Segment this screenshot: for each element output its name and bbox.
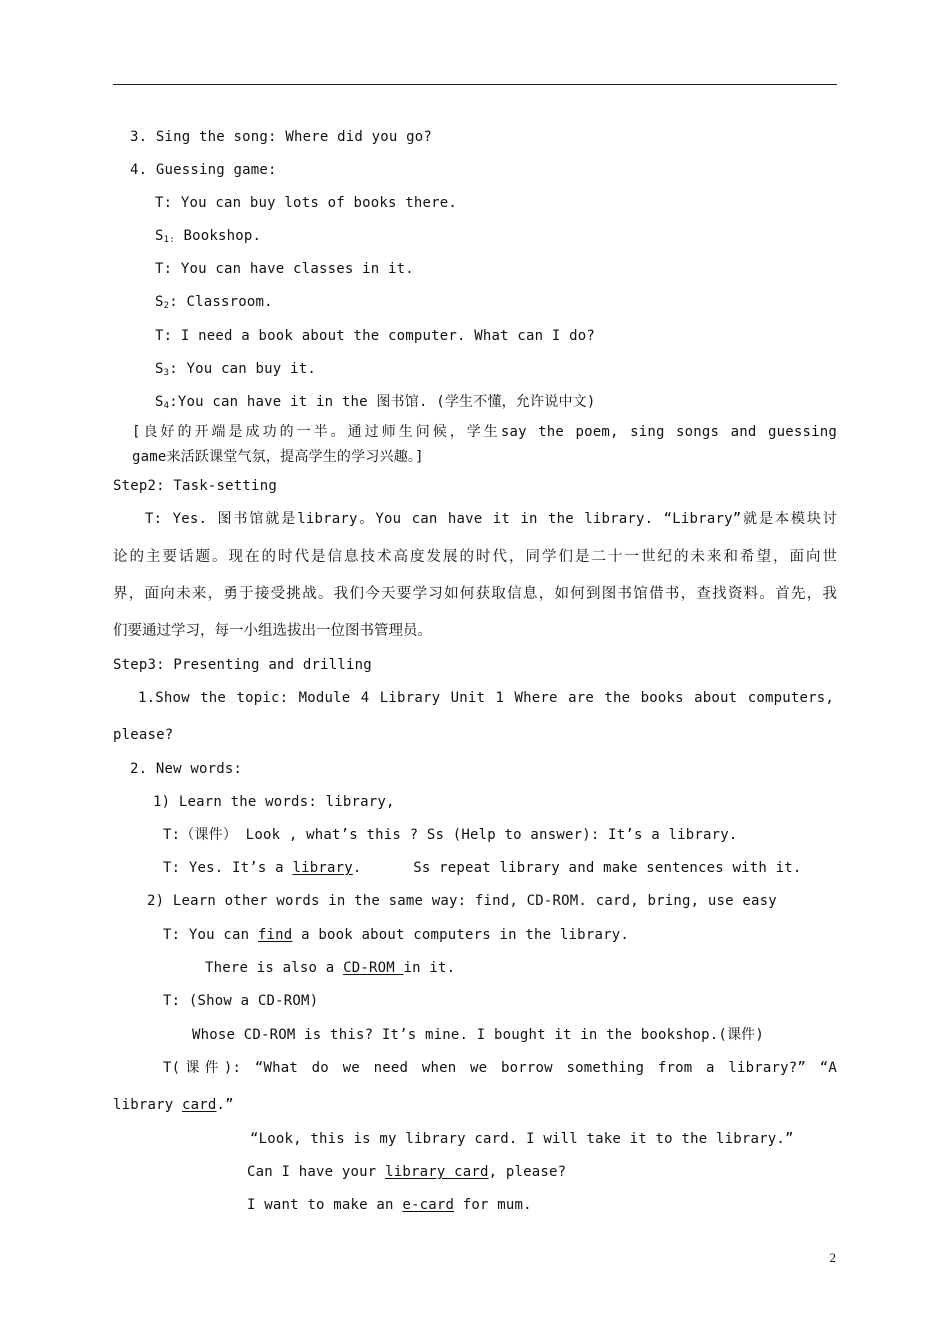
page-number: 2: [829, 1250, 836, 1265]
subheading: 2. New words:: [130, 761, 243, 777]
dialogue-line: T: You can have classes in it.: [155, 261, 414, 277]
dialogue-line: $S_2$: Classroom.: [155, 294, 273, 311]
step-heading: Step3: Presenting and drilling: [113, 657, 372, 673]
dialogue-line: T(课件): “What do we need when we borrow something from a library?” “A: [163, 1060, 837, 1076]
item-3: 3. Sing the song: Where did you go?: [130, 129, 433, 145]
paragraph-line: 论的主要话题。现在的时代是信息技术高度发展的时代，同学们是二十一世纪的未来和希望，面向世: [113, 549, 837, 565]
paragraph-line: T: Yes. 图书馆就是library。You can have it in the library. “Library”就是本模块讨: [145, 511, 837, 527]
topic-line: 1.Show the topic: Module 4 Library Unit 1 Where are the books about computers,: [138, 690, 834, 706]
dialogue-line: T:（课件） Look , what’s this ? Ss (Help to answer): It’s a library.: [163, 827, 738, 843]
note-line: [良好的开端是成功的一半。通过师生问候，学生say the poem, sing songs and guessing: [132, 424, 837, 440]
dialogue-line: Whose CD-ROM is this? It’s mine. I bought it in the bookshop.(课件): [192, 1027, 765, 1043]
paragraph-line: 们要通过学习，每一小组选拔出一位图书管理员。: [113, 623, 432, 639]
note-line: game来活跃课堂气氛，提高学生的学习兴趣。]: [132, 449, 424, 465]
dialogue-line: library card.”: [113, 1097, 234, 1113]
dialogue-line: I want to make an e-card for mum.: [247, 1197, 532, 1213]
dialogue-line: $S_4:You$ can have it in the 图书馆. (学生不懂，允许说中文): [155, 394, 596, 411]
sub-item: 2) Learn other words in the same way: find, CD-ROM. card, bring, use easy: [147, 893, 777, 909]
dialogue-line: T: You can buy lots of books there.: [155, 195, 458, 211]
dialogue-line: $S_{1:}$ Bookshop.: [155, 228, 262, 245]
item-4: 4. Guessing game:: [130, 162, 277, 178]
step-heading: Step2: Task-setting: [113, 478, 277, 494]
sub-item: 1) Learn the words: library,: [153, 794, 395, 810]
header-rule: [113, 84, 837, 85]
dialogue-line: Can I have your library card, please?: [247, 1164, 567, 1180]
dialogue-line: T: I need a book about the computer. What can I do?: [155, 328, 596, 344]
topic-line: please?: [113, 727, 174, 743]
dialogue-line: T: (Show a CD-ROM): [163, 993, 319, 1009]
paragraph-line: 界，面向未来，勇于接受挑战。我们今天要学习如何获取信息，如何到图书馆借书，查找资料。首先，我: [113, 586, 837, 602]
dialogue-line: “Look, this is my library card. I will take it to the library.”: [250, 1131, 794, 1147]
dialogue-line: There is also a CD-ROM in it.: [205, 960, 456, 976]
dialogue-line: T: You can find a book about computers in the library.: [163, 927, 629, 943]
dialogue-line: $S_3$: You can buy it.: [155, 361, 316, 378]
dialogue-line: T: Yes. It’s a library. Ss repeat library and make sentences with it.: [163, 860, 802, 876]
